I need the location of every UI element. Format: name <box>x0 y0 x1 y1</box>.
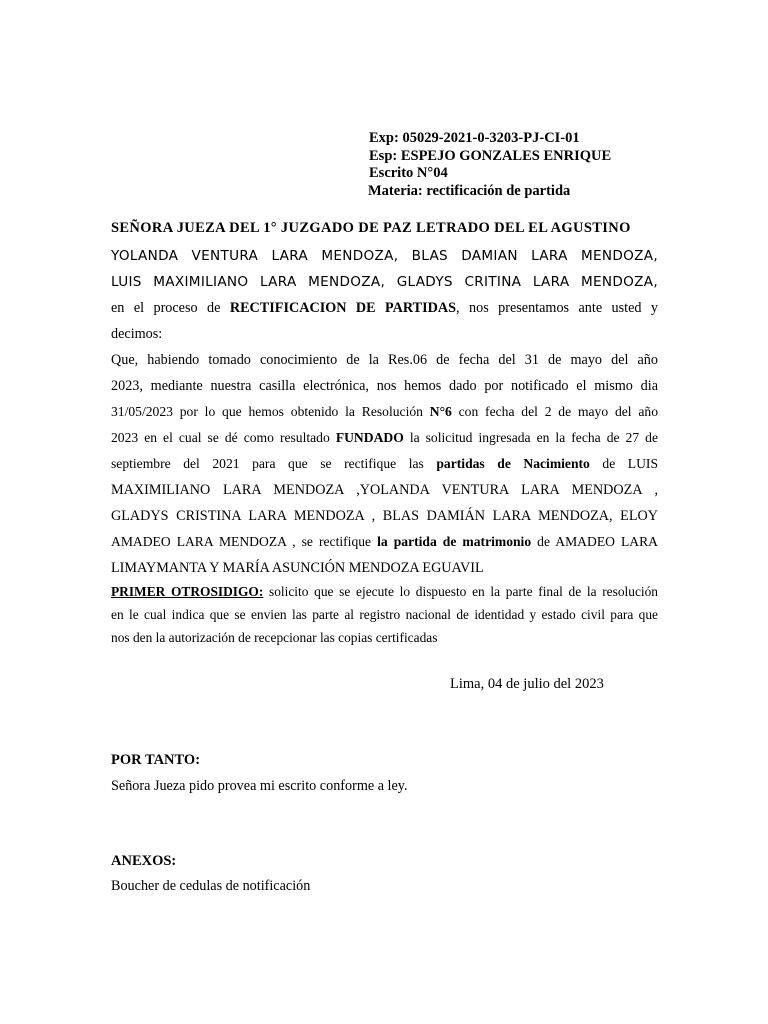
otrosi-label: PRIMER OTROSIDIGO: <box>111 584 264 599</box>
place-date: Lima, 04 de julio del 2023 <box>450 676 604 692</box>
otrosi-section <box>111 580 658 649</box>
case-header <box>369 130 611 200</box>
que-line: MAXIMILIANO LARA MENDOZA ,YOLANDA VENTURA LARA MENDOZA , <box>111 482 658 498</box>
que-line: LIMAYMANTA Y MARÍA ASUNCIÓN MENDOZA EGUAVIL <box>111 560 484 576</box>
anexos-heading: ANEXOS: <box>111 853 177 869</box>
proceso-name: RECTIFICACION DE PARTIDAS <box>229 300 457 316</box>
addressee-title: SEÑORA JUEZA DEL 1° JUZGADO DE PAZ LETRADO DEL EL AGUSTINO <box>111 220 631 236</box>
materia: Materia: rectificación de partida <box>368 182 571 199</box>
escrito-number: Escrito N°04 <box>369 165 448 181</box>
intro-line: YOLANDA VENTURA LARA MENDOZA, BLAS DAMIAN LARA MENDOZA, <box>111 248 658 264</box>
expediente-number: Exp: 05029-2021-0-3203-PJ-CI-01 <box>369 130 580 146</box>
que-line: 2023 en el cual se dé como resultado FUNDADO la solicitud ingresada en la fecha de 27 de <box>111 430 658 445</box>
especialista: Esp: ESPEJO GONZALES ENRIQUE <box>369 147 612 164</box>
por-tanto-text: Señora Jueza pido provea mi escrito conforme a ley. <box>111 778 408 794</box>
main-body <box>111 243 658 581</box>
otrosi-line: en le cual indica que se envien las parte al registro nacional de identidad y estado civil para que <box>111 607 658 622</box>
intro-line: en el proceso de RECTIFICACION DE PARTIDAS, nos presentamos ante usted y <box>111 300 658 316</box>
que-line: 31/05/2023 por lo que hemos obtenido la Resolución N°6 con fecha del 2 de mayo del año <box>111 404 658 419</box>
anexos-text: Boucher de cedulas de notificación <box>111 878 311 894</box>
por-tanto-heading: POR TANTO: <box>111 752 201 768</box>
intro-line: LUIS MAXIMILIANO LARA MENDOZA, GLADYS CRITINA LARA MENDOZA, <box>111 274 658 290</box>
que-line: septiembre del 2021 para que se rectifique las partidas de Nacimiento de LUIS <box>111 456 659 471</box>
intro-line: decimos: <box>111 326 163 342</box>
otrosi-line: PRIMER OTROSIDIGO: solicito que se ejecute lo dispuesto en la parte final de la resolución <box>111 584 658 599</box>
que-line: AMADEO LARA MENDOZA , se rectifique la partida de matrimonio de AMADEO LARA <box>111 534 658 549</box>
que-line: Que, habiendo tomado conocimiento de la Res.06 de fecha del 31 de mayo del año <box>111 352 658 368</box>
que-line: GLADYS CRISTINA LARA MENDOZA , BLAS DAMIÁN LARA MENDOZA, ELOY <box>111 508 658 524</box>
que-line: 2023, mediante nuestra casilla electrónica, nos hemos dado por notificado el mismo dia <box>111 378 658 394</box>
otrosi-line: nos den la autorización de recepcionar las copias certificadas <box>111 630 438 645</box>
